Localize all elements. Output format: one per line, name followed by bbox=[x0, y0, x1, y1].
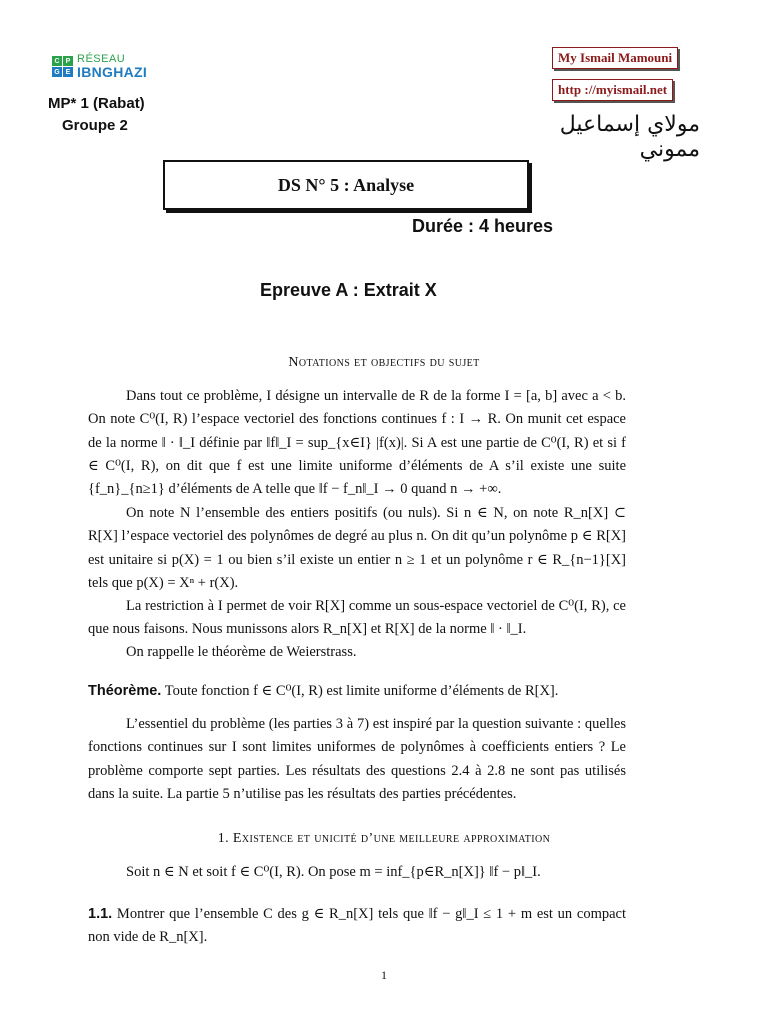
question-1-1 bbox=[88, 903, 626, 950]
group-name: Groupe 2 bbox=[62, 117, 128, 134]
logo-letter: E bbox=[63, 67, 73, 77]
logo-ibnghazi-text: IBNGHAZI bbox=[77, 64, 148, 80]
exam-subtitle: Epreuve A : Extrait X bbox=[260, 280, 437, 300]
question-text: Montrer que l’ensemble C des g ∈ R_n[X] tels que ‖f − g‖_I ≤ 1 + m est un compact non vide de R_n[X]. bbox=[88, 906, 626, 946]
section-1-intro: Soit n ∈ N et soit f ∈ C⁰(I, R). On pose m = inf_{p∈R_n[X]} ‖f − p‖_I. bbox=[126, 864, 541, 880]
logo-letter: C bbox=[52, 56, 62, 66]
exam-title-box bbox=[163, 160, 529, 210]
class-name: MP* 1 (Rabat) bbox=[48, 95, 145, 112]
exam-title: DS N° 5 : Analyse bbox=[277, 174, 415, 195]
theorem-text: Toute fonction f ∈ C⁰(I, R) est limite uniforme d’éléments de R[X]. bbox=[164, 683, 559, 699]
website-link[interactable]: http ://myismail.net bbox=[552, 79, 673, 101]
section-notations-title: Notations et objectifs du sujet bbox=[288, 355, 480, 370]
paragraph-restriction: La restriction à I permet de voir R[X] comme un sous-espace vectoriel de C⁰(I, R), ce que nous faisons. Nous munissons alors R_n[X] et R[X] de la norme ‖ · ‖_I. bbox=[88, 598, 626, 638]
logo-reseau-text: RÉSEAU bbox=[77, 53, 126, 65]
paragraph-essential: L’essentiel du problème (les parties 3 à 7) est inspiré par la question suivante : quelles fonctions continues sur I sont limites uniformes de polynômes à coefficients entiers ? Le problème comporte sept parties. Les résultats des questions 2.4 à 2.8 ne sont pas utilisés dans la suite. La partie 5 n’utilise pas les résultats des parties précédentes. bbox=[88, 716, 626, 802]
logo-letter: G bbox=[52, 67, 62, 77]
page-number: 1 bbox=[381, 968, 387, 982]
paragraph-definitions: Dans tout ce problème, I désigne un intervalle de R de la forme I = [a, b] avec a < b. On note C⁰(I, R) l’espace vectoriel des fonctions continues f : I → R. On munit cet espace de la norme ‖ · ‖_I définie par ‖f‖_I = sup_{x∈I} |f(x)|. Si A est une partie de C⁰(I, R) et si f ∈ C⁰(I, R), on dit que f est une limite uniforme d’éléments de A s’il existe une suite {f_n}_{n≥1} d’éléments de A telle que ‖f − f_n‖_I → 0 quand n → +∞. bbox=[88, 388, 626, 498]
question-label: 1.1. bbox=[88, 906, 113, 922]
paragraph-weierstrass: On rappelle le théorème de Weierstrass. bbox=[126, 644, 357, 660]
section-1-title: 1. Existence et unicité d’une meilleure approximation bbox=[217, 831, 551, 846]
theorem-label: Théorème. bbox=[88, 683, 162, 699]
exam-duration: Durée : 4 heures bbox=[412, 216, 554, 236]
logo-letter: P bbox=[63, 56, 73, 66]
author-name-box: My Ismail Mamouni bbox=[552, 47, 678, 69]
paragraph-polynomials: On note N l’ensemble des entiers positifs (ou nuls). Si n ∈ N, on note R_n[X] ⊂ R[X] l’espace vectoriel des polynômes de degré au plus n. On dit qu’un polynôme p ∈ R[X] est unitaire si p(X) = 1 ou bien s’il existe un entier n ≥ 1 et un polynôme r ∈ R_{n−1}[X] tels que p(X) = Xⁿ + r(X). bbox=[88, 505, 626, 591]
theorem-block bbox=[88, 680, 626, 703]
cpge-logo bbox=[52, 54, 147, 79]
cpge-logo-mark bbox=[52, 56, 73, 77]
arabic-signature: مولاي إسماعيل مموني bbox=[559, 112, 700, 162]
